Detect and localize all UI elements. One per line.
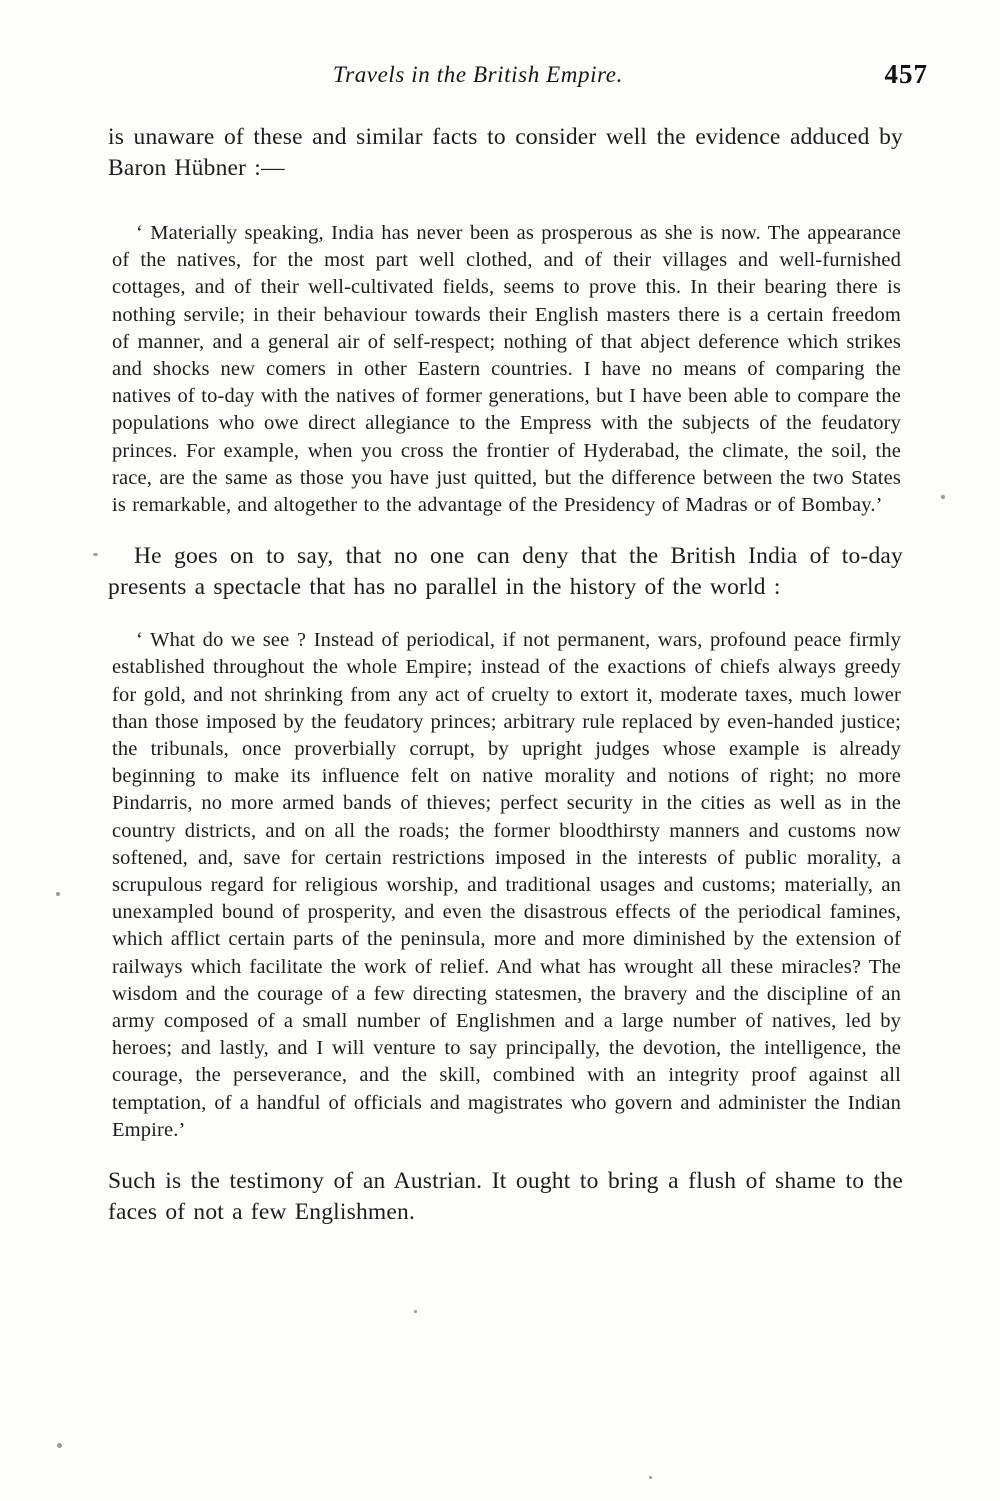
block-quote-two: ‘ What do we see ? Instead of periodical, if not permanent, wars, profound peace firmly established throughout the whole Empire; instead of the exactions of chiefs always greedy for gold, and not shrinking from any act of cruelty to extort it, moderate taxes, much lower than those imposed by the feudatory princes; arbitrary rule replaced by even-handed justice; the tribunals, once proverbially corrupt, by upright judges whose example is already beginning to make its influence felt on native morality and notions of right; no more Pindarris, no more armed bands of thieves; perfect security in the cities as well as in the country districts, and on all the roads; the former bloodthirsty manners and customs now softened, and, save for certain restrictions imposed in the interests of public morality, a scrupulous regard for religious worship, and traditional usages and customs; materially, an unexampled bound of prosperity, and even the disastrous effects of the periodical famines, which afflict certain parts of the peninsula, more and more diminished by the extension of railways which facilitate the work of relief. And what has wrought all these miracles? The wisdom and the courage of a few directing statesmen, the bravery and the discipline of an army composed of a small number of Englishmen and a large number of natives, led by heroes; and lastly, and I will venture to say principally, the devotion, the intelligence, the courage, the perseverance, and the skill, combined with an integrity proof against all temptation, of a handful of officials and magistrates who govern and administer the Indian Empire.’ (112, 629, 901, 1141)
page-speck (941, 495, 945, 499)
text-column (108, 122, 903, 1228)
page-speck (649, 1476, 652, 1479)
paragraph-spacer (108, 519, 903, 541)
paragraph-spacer (108, 603, 903, 627)
page-speck (414, 1310, 417, 1313)
page-speck (93, 553, 98, 556)
page-header (108, 59, 928, 102)
middle-paragraph: He goes on to say, that no one can deny that the British India of to-day presents a spectacle that has no parallel in the history of the world : (108, 543, 903, 601)
page-number: 457 (884, 59, 928, 89)
paragraph-spacer (108, 1144, 903, 1166)
paragraph-spacer (108, 200, 903, 220)
block-quote-one: ‘ Materially speaking, India has never been as prosperous as she is now. The appearance of the natives, for the most part well clothed, and of their villages and well-furnished cottages, and of their well-cultivated fields, seems to prove this. In their bearing there is nothing servile; in their behaviour towards their English masters there is a certain freedom of manner, and a general air of self-respect; nothing of that abject deference which strikes and shocks new comers in other Eastern countries. I have no means of comparing the natives of to-day with the natives of former generations, but I have been able to compare the populations who owe direct allegiance to the Empress with the subjects of the feudatory princes. For example, when you cross the frontier of Hyderabad, the climate, the soil, the race, are the same as those you have just quitted, but the difference between the two States is remarkable, and altogether to the advantage of the Presidency of Madras or of Bombay.’ (112, 222, 901, 517)
closing-paragraph: Such is the testimony of an Austrian. It ought to bring a flush of shame to the faces of not a few Englishmen. (108, 1168, 903, 1226)
page-speck (56, 892, 60, 896)
lead-paragraph: is unaware of these and similar facts to consider well the evidence adduced by Baron Hübner :— (108, 124, 903, 181)
page-speck (57, 1443, 62, 1448)
running-title: Travels in the British Empire. (333, 62, 623, 87)
